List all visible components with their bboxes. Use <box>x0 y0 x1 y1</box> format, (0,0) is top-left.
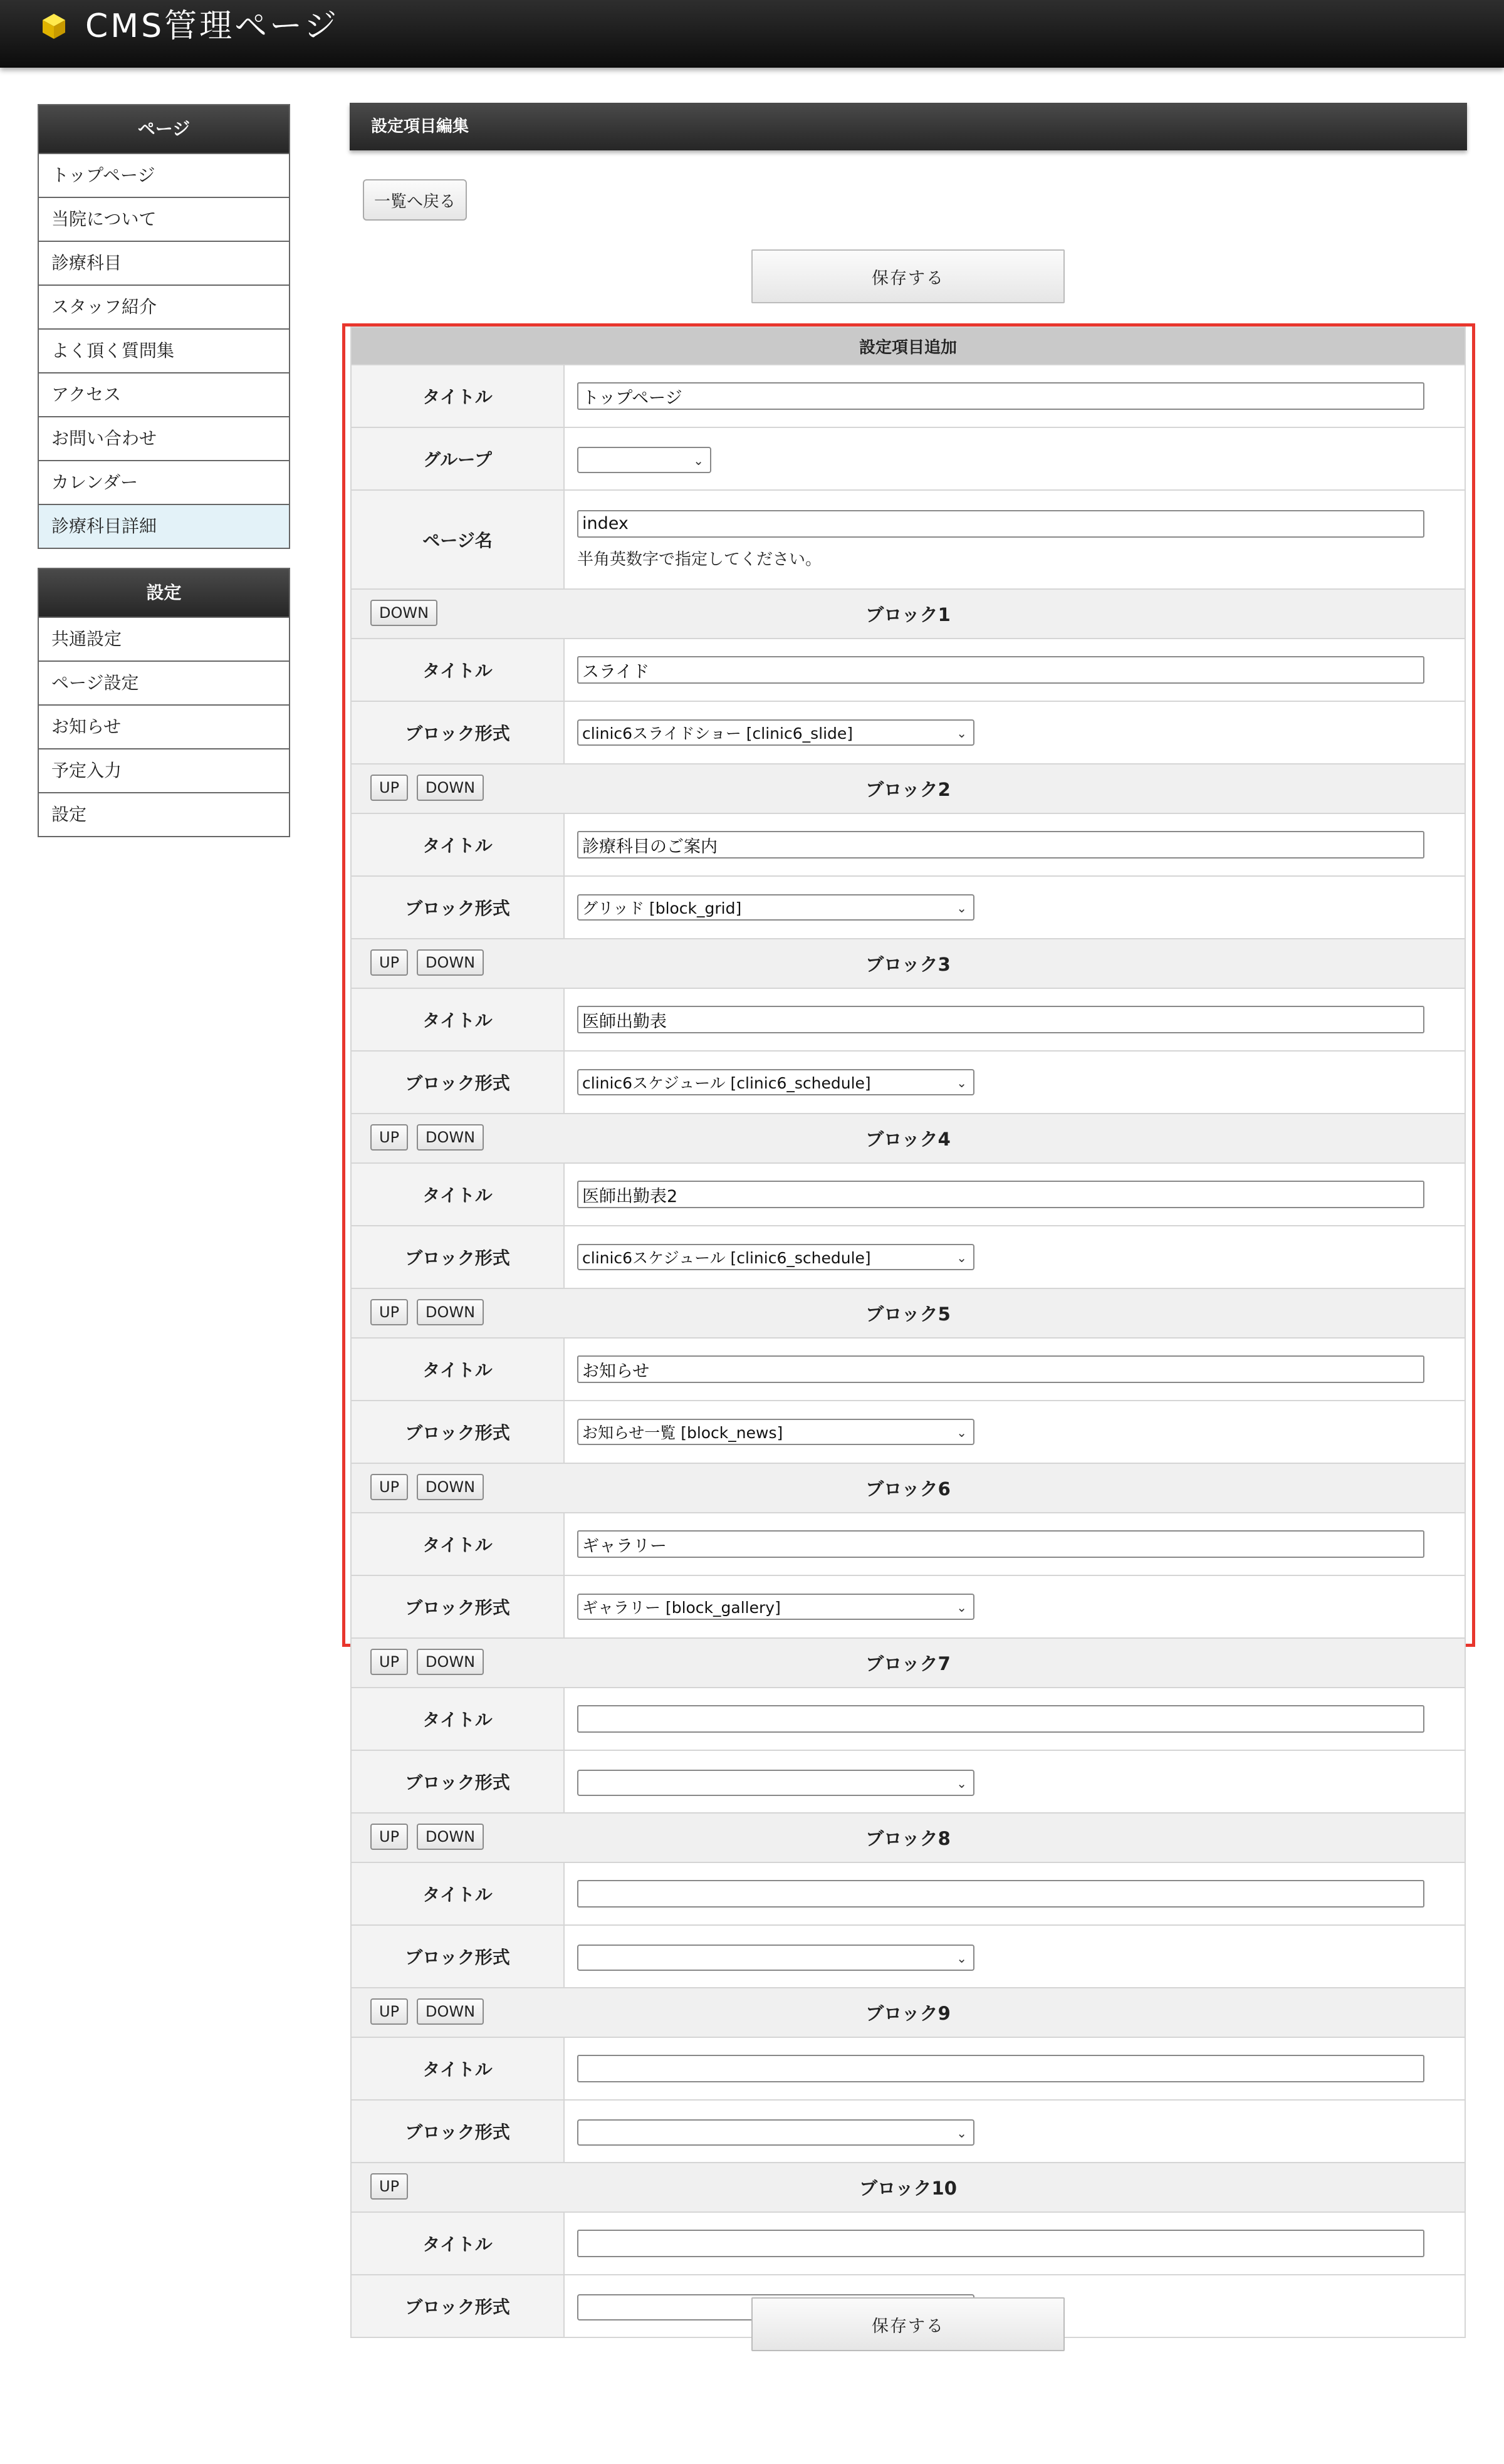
save-button-top[interactable]: 保存する <box>751 249 1065 303</box>
back-to-list-button[interactable]: 一覧へ戻る <box>363 179 467 221</box>
block-format-label: ブロック形式 <box>351 2100 564 2163</box>
block-format-value: グリッド [block_grid] <box>582 899 742 917</box>
block-down-button[interactable]: DOWN <box>417 1824 484 1850</box>
block-format-select[interactable] <box>577 2119 974 2146</box>
block-title-row <box>351 813 1465 876</box>
block-down-button[interactable]: DOWN <box>417 1649 484 1675</box>
block-format-select[interactable] <box>577 719 974 746</box>
settings-form <box>350 326 1466 2338</box>
block-up-button[interactable]: UP <box>370 1998 408 2025</box>
block-down-button[interactable]: DOWN <box>417 949 484 976</box>
block-format-select[interactable] <box>577 894 974 921</box>
sidebar-settings <box>38 568 290 837</box>
title-label: タイトル <box>351 365 564 427</box>
sidebar-item-contact[interactable]: お問い合わせ <box>39 416 289 460</box>
block-format-row <box>351 1401 1465 1463</box>
block-format-value: clinic6スケジュール [clinic6_schedule] <box>582 1074 871 1092</box>
block-title-label: タイトル <box>351 2037 564 2100</box>
block-name: ブロック5 <box>865 1303 951 1325</box>
block-header-row <box>351 1988 1465 2037</box>
block-title-row <box>351 1513 1465 1575</box>
block-title-input[interactable] <box>577 2055 1424 2082</box>
block-title-label: タイトル <box>351 1513 564 1575</box>
block-header-row <box>351 589 1465 639</box>
block-up-button[interactable]: UP <box>370 1124 408 1151</box>
chevron-down-icon: ⌄ <box>956 1775 967 1791</box>
sidebar-settings-title: 設定 <box>39 569 289 617</box>
block-header-row <box>351 764 1465 813</box>
block-title-input[interactable] <box>577 1355 1424 1383</box>
block-format-row <box>351 1575 1465 1638</box>
block-format-row <box>351 1750 1465 1813</box>
block-up-button[interactable]: UP <box>370 775 408 801</box>
sidebar-item-news[interactable]: お知らせ <box>39 704 289 748</box>
block-up-button[interactable]: UP <box>370 1824 408 1850</box>
block-name: ブロック3 <box>865 954 951 975</box>
block-up-button[interactable]: UP <box>370 2173 408 2200</box>
sidebar-item-page-settings[interactable]: ページ設定 <box>39 660 289 704</box>
block-down-button[interactable]: DOWN <box>417 1124 484 1151</box>
chevron-down-icon: ⌄ <box>956 1425 967 1440</box>
block-title-row <box>351 639 1465 701</box>
chevron-down-icon: ⌄ <box>956 2125 967 2141</box>
block-format-select[interactable] <box>577 1945 974 1971</box>
block-down-button[interactable]: DOWN <box>417 1474 484 1500</box>
block-format-label: ブロック形式 <box>351 2275 564 2337</box>
block-name: ブロック10 <box>859 2178 957 2199</box>
block-header-row <box>351 1638 1465 1688</box>
block-title-label: タイトル <box>351 639 564 701</box>
block-title-input[interactable] <box>577 1530 1424 1558</box>
sidebar-item-access[interactable]: アクセス <box>39 372 289 416</box>
chevron-down-icon: ⌄ <box>956 726 967 741</box>
block-format-row <box>351 1226 1465 1288</box>
chevron-down-icon: ⌄ <box>956 1600 967 1615</box>
block-header-row <box>351 939 1465 988</box>
block-name: ブロック4 <box>865 1129 951 1150</box>
block-format-select[interactable] <box>577 1594 974 1620</box>
block-format-row <box>351 876 1465 939</box>
sidebar-item-about[interactable]: 当院について <box>39 197 289 241</box>
block-title-input[interactable] <box>577 1880 1424 1908</box>
chevron-down-icon: ⌄ <box>956 1950 967 1966</box>
chevron-down-icon: ⌄ <box>956 901 967 916</box>
block-format-label: ブロック形式 <box>351 1401 564 1463</box>
block-format-row <box>351 701 1465 764</box>
chevron-down-icon: ⌄ <box>956 1250 967 1265</box>
page-title-input[interactable] <box>577 382 1424 410</box>
block-title-row <box>351 1163 1465 1226</box>
block-format-label: ブロック形式 <box>351 1051 564 1114</box>
block-name: ブロック2 <box>865 779 951 800</box>
sidebar-item-common-settings[interactable]: 共通設定 <box>39 617 289 660</box>
block-title-row <box>351 2212 1465 2275</box>
block-format-label: ブロック形式 <box>351 1226 564 1288</box>
sidebar-item-departments[interactable]: 診療科目 <box>39 241 289 285</box>
block-format-row <box>351 1051 1465 1114</box>
block-format-value: ギャラリー [block_gallery] <box>582 1599 781 1617</box>
block-name: ブロック9 <box>865 2003 951 2024</box>
sidebar-pages <box>38 104 290 549</box>
block-format-label: ブロック形式 <box>351 1750 564 1813</box>
block-title-row <box>351 1862 1465 1925</box>
block-header-row <box>351 1114 1465 1163</box>
block-format-label: ブロック形式 <box>351 876 564 939</box>
block-format-value: clinic6スライドショー [clinic6_slide] <box>582 724 854 743</box>
block-title-input[interactable] <box>577 831 1424 859</box>
block-title-label: タイトル <box>351 1688 564 1750</box>
group-label: グループ <box>351 427 564 490</box>
block-down-button[interactable]: DOWN <box>417 775 484 801</box>
block-format-select[interactable] <box>577 1244 974 1270</box>
block-name: ブロック8 <box>865 1828 951 1849</box>
app-title: CMS管理ページ <box>85 8 340 45</box>
block-name: ブロック1 <box>865 604 951 625</box>
chevron-down-icon: ⌄ <box>956 1075 967 1090</box>
block-title-row <box>351 988 1465 1051</box>
block-header-row <box>351 1288 1465 1338</box>
block-up-button[interactable]: UP <box>370 1299 408 1325</box>
block-title-input[interactable] <box>577 1181 1424 1208</box>
page-name-hint: 半角英数字で指定してください。 <box>577 550 822 569</box>
sidebar-pages-title: ページ <box>39 105 289 153</box>
block-name: ブロック6 <box>865 1478 951 1500</box>
block-title-label: タイトル <box>351 1338 564 1401</box>
sidebar-item-top-page[interactable]: トップページ <box>39 153 289 197</box>
page-name-input[interactable] <box>577 510 1424 538</box>
block-down-button[interactable]: DOWN <box>417 1299 484 1325</box>
page-heading: 設定項目編集 <box>350 103 1467 150</box>
block-format-row <box>351 1925 1465 1988</box>
block-format-row <box>351 2100 1465 2163</box>
block-format-select[interactable] <box>577 1069 974 1095</box>
block-up-button[interactable]: UP <box>370 949 408 976</box>
block-title-label: タイトル <box>351 1862 564 1925</box>
block-header-row <box>351 2163 1465 2212</box>
sidebar-item-calendar[interactable]: カレンダー <box>39 460 289 504</box>
block-header-row <box>351 1463 1465 1513</box>
block-title-label: タイトル <box>351 813 564 876</box>
block-format-label: ブロック形式 <box>351 701 564 764</box>
block-title-input[interactable] <box>577 656 1424 684</box>
block-format-select[interactable] <box>577 1770 974 1796</box>
block-title-row <box>351 2037 1465 2100</box>
block-format-value: お知らせ一覧 [block_news] <box>582 1424 783 1442</box>
block-title-input[interactable] <box>577 1006 1424 1033</box>
block-title-input[interactable] <box>577 1705 1424 1733</box>
save-button-bottom[interactable]: 保存する <box>751 2297 1065 2351</box>
block-up-button[interactable]: UP <box>370 1649 408 1675</box>
block-title-row <box>351 1338 1465 1401</box>
block-title-label: タイトル <box>351 2212 564 2275</box>
block-format-label: ブロック形式 <box>351 1925 564 1988</box>
block-down-button[interactable]: DOWN <box>417 1998 484 2025</box>
group-select[interactable] <box>577 447 711 473</box>
block-title-label: タイトル <box>351 1163 564 1226</box>
top-bar <box>0 0 1504 68</box>
yellow-cube-icon <box>39 11 69 41</box>
block-down-button[interactable]: DOWN <box>370 600 437 626</box>
block-title-input[interactable] <box>577 2230 1424 2257</box>
block-title-row <box>351 1688 1465 1750</box>
block-format-value: clinic6スケジュール [clinic6_schedule] <box>582 1249 871 1267</box>
form-caption: 設定項目追加 <box>351 327 1465 365</box>
block-header-row <box>351 1813 1465 1862</box>
page-name-label: ページ名 <box>351 490 564 589</box>
block-title-label: タイトル <box>351 988 564 1051</box>
sidebar-item-schedule-input[interactable]: 予定入力 <box>39 748 289 792</box>
block-format-select[interactable] <box>577 1419 974 1445</box>
chevron-down-icon: ⌄ <box>693 452 704 468</box>
sidebar-item-settings[interactable]: 設定 <box>39 792 289 836</box>
block-up-button[interactable]: UP <box>370 1474 408 1500</box>
sidebar-item-staff[interactable]: スタッフ紹介 <box>39 285 289 328</box>
block-format-label: ブロック形式 <box>351 1575 564 1638</box>
sidebar-item-faq[interactable]: よく頂く質問集 <box>39 328 289 372</box>
sidebar-item-department-detail[interactable]: 診療科目詳細 <box>39 504 289 548</box>
block-name: ブロック7 <box>865 1653 951 1674</box>
